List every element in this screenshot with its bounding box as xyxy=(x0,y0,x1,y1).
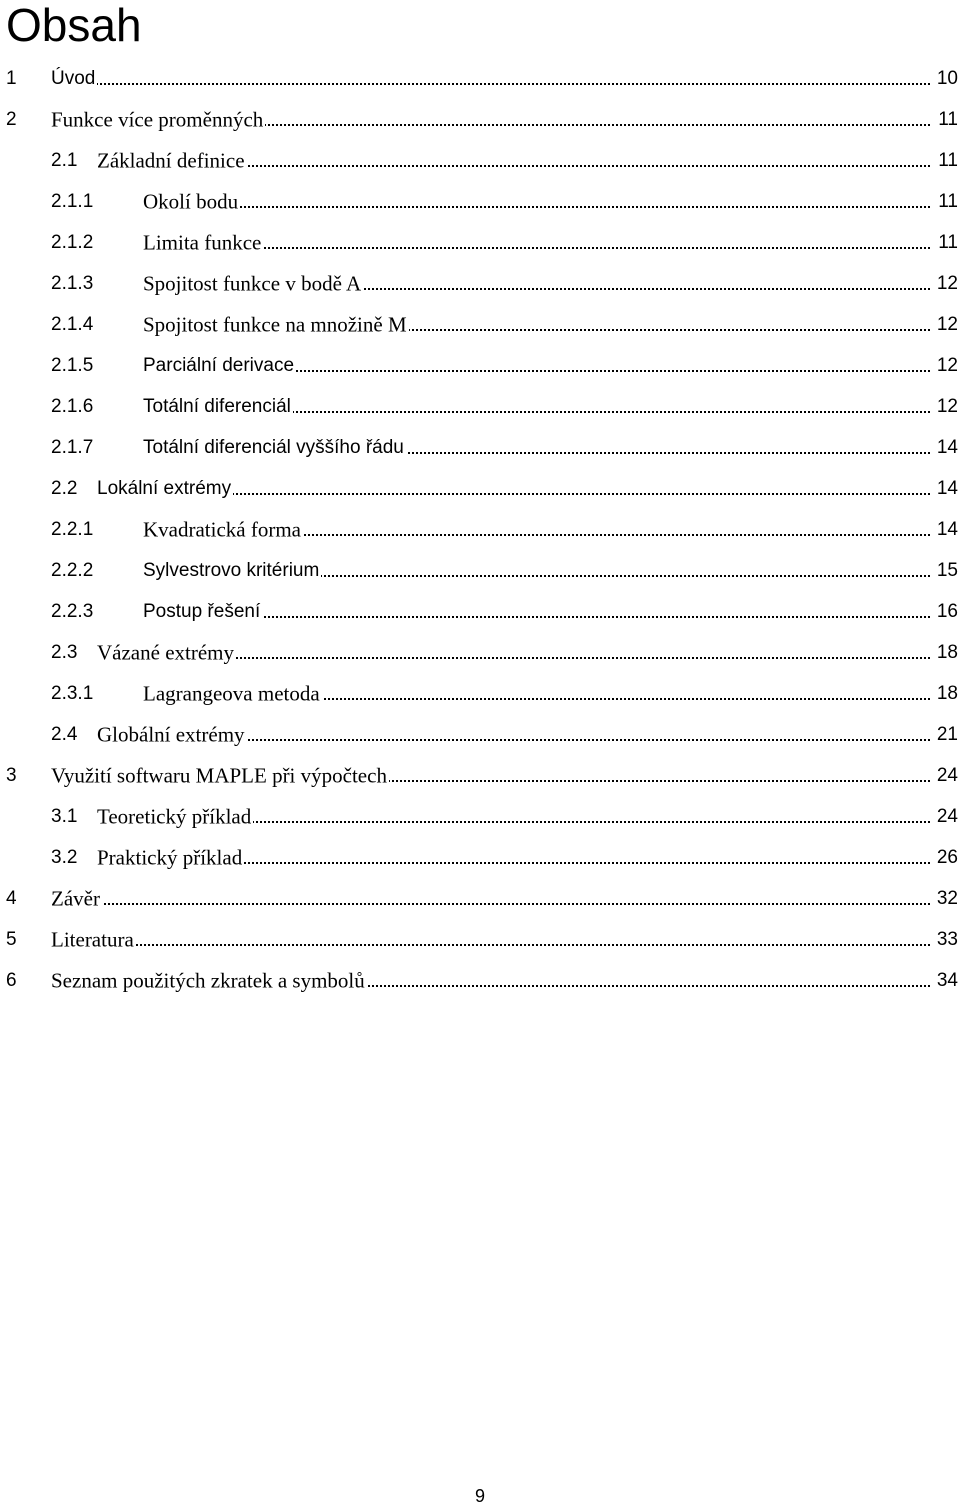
toc-entry[interactable] xyxy=(0,263,960,304)
toc-entry[interactable] xyxy=(0,673,960,714)
toc-page-number: 33 xyxy=(933,929,958,951)
toc-entry[interactable] xyxy=(0,509,960,550)
toc-page-number: 14 xyxy=(933,478,958,500)
toc-title: Spojitost funkce v bodě A xyxy=(143,271,362,295)
toc-entry[interactable] xyxy=(0,714,960,755)
toc-number: 2.1.4 xyxy=(51,313,94,335)
toc-number: 1 xyxy=(6,67,17,89)
toc-number: 2.2.3 xyxy=(51,600,94,622)
toc-number: 2.1.5 xyxy=(51,354,94,376)
dot-leader xyxy=(51,83,930,85)
toc-entry[interactable] xyxy=(0,345,960,386)
toc-number: 2.2 xyxy=(51,477,78,499)
toc-title: Okolí bodu xyxy=(143,189,239,213)
toc-number: 2.3 xyxy=(51,641,78,663)
toc-page-number: 21 xyxy=(933,724,958,746)
toc-page-number: 14 xyxy=(933,519,958,541)
toc-entry[interactable] xyxy=(0,796,960,837)
toc-title: Globální extrémy xyxy=(97,722,245,746)
toc-page-number: 12 xyxy=(933,355,958,377)
page-title: Obsah xyxy=(6,0,142,51)
toc-page-number: 12 xyxy=(933,273,958,295)
toc-title: Spojitost funkce na množině M xyxy=(143,312,407,336)
toc-number: 2.1.6 xyxy=(51,395,94,417)
toc-page-number: 11 xyxy=(934,232,958,254)
toc-number: 3.2 xyxy=(51,846,78,868)
toc-page-number: 16 xyxy=(933,601,958,623)
toc-entry[interactable] xyxy=(0,181,960,222)
toc-title: Seznam použitých zkratek a symbolů xyxy=(51,968,365,992)
toc-number: 4 xyxy=(6,887,17,909)
table-of-contents xyxy=(0,58,960,1001)
toc-number: 3.1 xyxy=(51,805,78,827)
toc-title: Vázané extrémy xyxy=(97,640,235,664)
page-number: 9 xyxy=(474,1486,485,1506)
toc-number: 2.3.1 xyxy=(51,682,94,704)
toc-title: Literatura xyxy=(51,927,134,951)
toc-page-number: 18 xyxy=(933,683,958,705)
toc-title: Funkce více proměnných xyxy=(51,107,264,131)
dot-leader xyxy=(51,903,930,905)
toc-title: Limita funkce xyxy=(143,230,262,254)
toc-page-number: 12 xyxy=(933,314,958,336)
toc-page-number: 11 xyxy=(934,191,958,213)
toc-entry[interactable] xyxy=(0,550,960,591)
toc-title: Závěr xyxy=(51,886,100,910)
toc-page-number: 15 xyxy=(933,560,958,582)
toc-page-number: 14 xyxy=(933,437,958,459)
toc-page-number: 11 xyxy=(934,150,958,172)
toc-entry[interactable] xyxy=(0,837,960,878)
toc-number: 2.1.2 xyxy=(51,231,94,253)
toc-page-number: 26 xyxy=(933,847,958,869)
toc-title: Parciální derivace xyxy=(143,354,295,376)
toc-entry[interactable] xyxy=(0,960,960,1001)
toc-title: Úvod xyxy=(51,67,96,89)
toc-entry[interactable] xyxy=(0,222,960,263)
toc-number: 2.2.2 xyxy=(51,559,94,581)
toc-page-number: 11 xyxy=(934,109,958,131)
toc-title: Sylvestrovo kritérium xyxy=(143,559,320,581)
toc-number: 2.2.1 xyxy=(51,518,94,540)
dot-leader xyxy=(143,206,930,208)
toc-page-number: 34 xyxy=(933,970,958,992)
toc-entry[interactable] xyxy=(0,58,960,99)
toc-entry[interactable] xyxy=(0,386,960,427)
toc-entry[interactable] xyxy=(0,632,960,673)
toc-number: 2.1.7 xyxy=(51,436,94,458)
toc-number: 2.1.3 xyxy=(51,272,94,294)
toc-title: Lokální extrémy xyxy=(97,477,232,499)
toc-page-number: 12 xyxy=(933,396,958,418)
toc-title: Teoretický příklad xyxy=(97,804,252,828)
toc-page-number: 10 xyxy=(933,68,958,90)
toc-page-number: 32 xyxy=(933,888,958,910)
toc-page-number: 24 xyxy=(933,765,958,787)
toc-entry[interactable] xyxy=(0,140,960,181)
toc-title: Kvadratická forma xyxy=(143,517,302,541)
toc-number: 5 xyxy=(6,928,17,950)
toc-number: 2.1 xyxy=(51,149,78,171)
toc-title: Totální diferenciál vyššího řádu xyxy=(143,436,404,458)
toc-page-number: 18 xyxy=(933,642,958,664)
toc-title: Základní definice xyxy=(97,148,245,172)
toc-number: 2.4 xyxy=(51,723,78,745)
toc-title: Totální diferenciál xyxy=(143,395,291,417)
toc-page-number: 24 xyxy=(933,806,958,828)
toc-title: Využití softwaru MAPLE při výpočtech xyxy=(51,763,387,787)
toc-number: 6 xyxy=(6,969,17,991)
dot-leader xyxy=(51,944,930,946)
toc-title: Postup řešení xyxy=(143,600,261,622)
toc-entry[interactable] xyxy=(0,878,960,919)
toc-entry[interactable] xyxy=(0,99,960,140)
toc-entry[interactable] xyxy=(0,591,960,632)
toc-entry[interactable] xyxy=(0,755,960,796)
toc-number: 3 xyxy=(6,764,17,786)
toc-entry[interactable] xyxy=(0,919,960,960)
toc-title: Lagrangeova metoda xyxy=(143,681,320,705)
toc-entry[interactable] xyxy=(0,427,960,468)
toc-entry[interactable] xyxy=(0,304,960,345)
toc-number: 2.1.1 xyxy=(51,190,94,212)
toc-title: Praktický příklad xyxy=(97,845,243,869)
toc-number: 2 xyxy=(6,108,17,130)
toc-entry[interactable] xyxy=(0,468,960,509)
